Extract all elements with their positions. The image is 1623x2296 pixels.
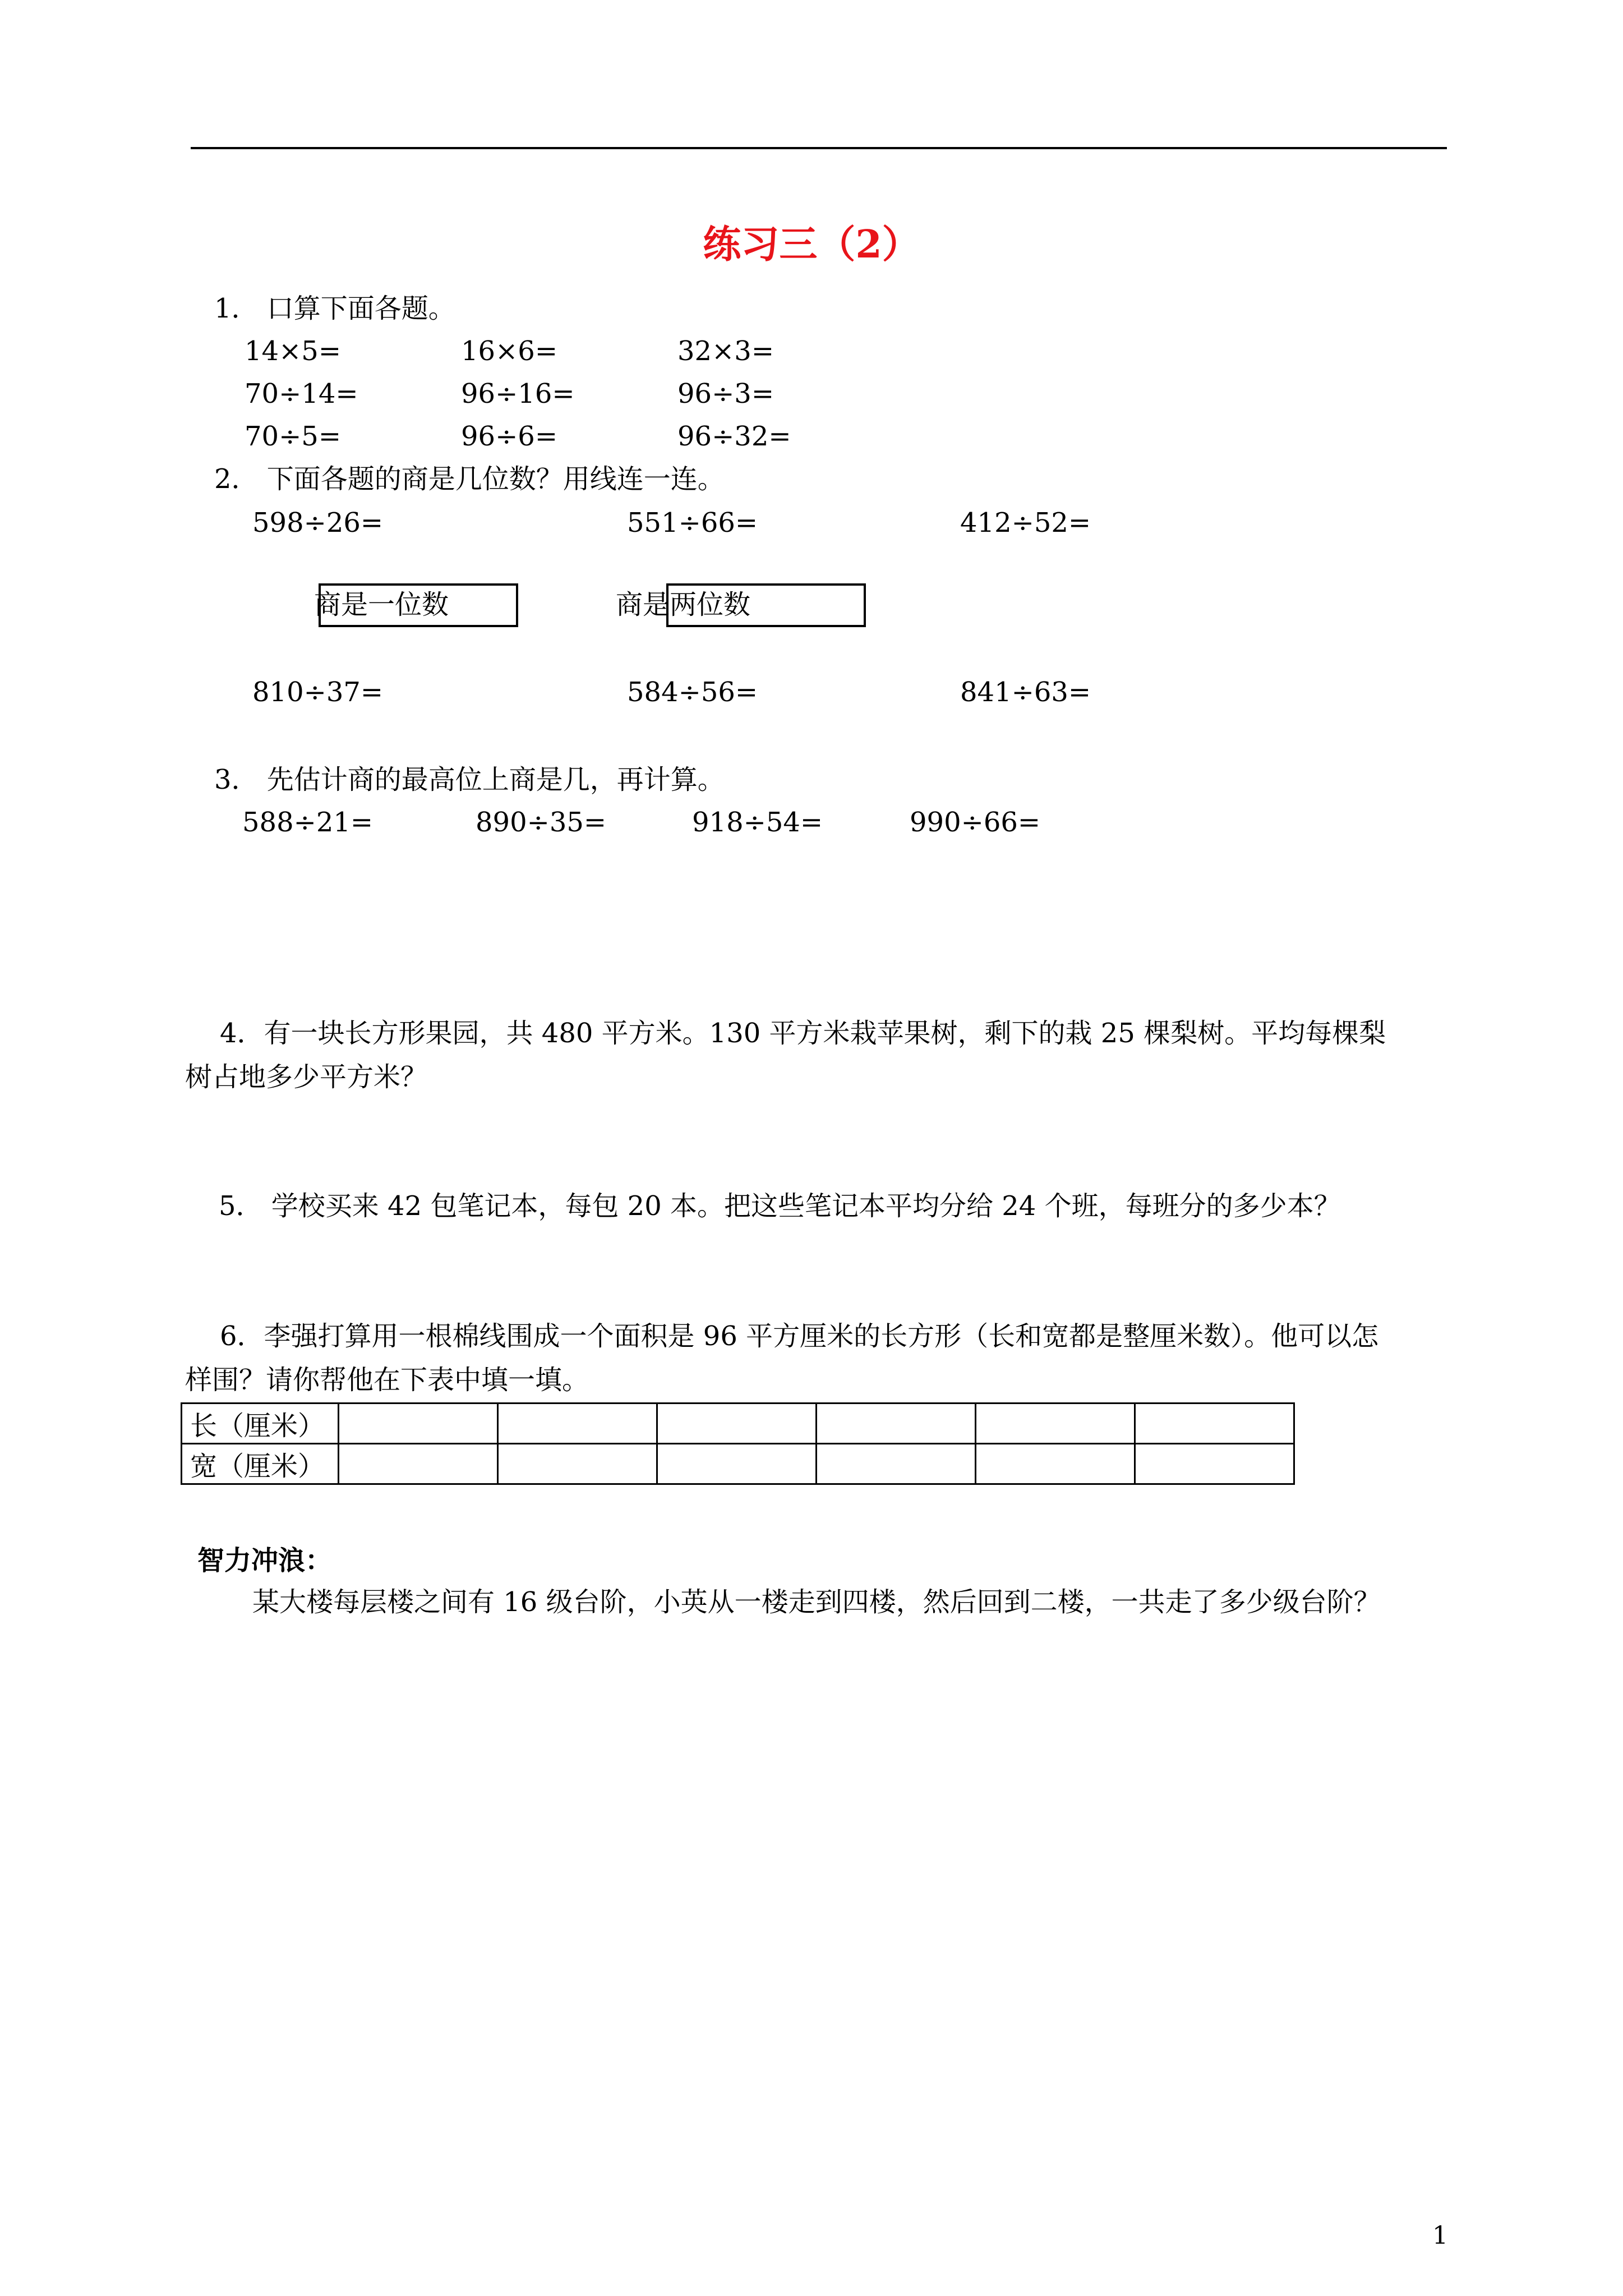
q1-item: 96÷6= bbox=[461, 421, 558, 452]
q1-item: 96÷16= bbox=[461, 378, 575, 409]
q3-item: 918÷54= bbox=[692, 807, 823, 838]
q2-top-item: 412÷52= bbox=[960, 507, 1091, 539]
fill-cell[interactable] bbox=[498, 1404, 657, 1444]
fill-cell[interactable] bbox=[339, 1404, 498, 1444]
fill-cell[interactable] bbox=[1135, 1404, 1294, 1444]
length-width-table bbox=[181, 1402, 1295, 1485]
page-number: 1 bbox=[1432, 2221, 1448, 2250]
q5-text: 5． 学校买来 42 包笔记本，每包 20 本。把这些笔记本平均分给 24 个班，每班分的多少本？ bbox=[219, 1190, 1341, 1222]
fill-cell[interactable] bbox=[339, 1444, 498, 1484]
q4-line1: 4．有一块长方形果园，共 480 平方米。130 平方米栽苹果树，剩下的栽 25 棵梨树。平均每棵梨 bbox=[220, 1018, 1386, 1049]
q2-prompt: 2． 下面各题的商是几位数？用线连一连。 bbox=[214, 463, 725, 495]
table-row bbox=[182, 1444, 1294, 1484]
q2-bottom-item: 841÷63= bbox=[960, 677, 1091, 708]
fill-cell[interactable] bbox=[657, 1444, 817, 1484]
q1-item: 70÷14= bbox=[245, 378, 358, 409]
fill-cell[interactable] bbox=[817, 1444, 976, 1484]
fill-cell[interactable] bbox=[657, 1404, 817, 1444]
q2-bottom-item: 584÷56= bbox=[627, 677, 758, 708]
q4-line2: 树占地多少平方米？ bbox=[185, 1061, 428, 1093]
page-title: 练习三（2） bbox=[703, 222, 920, 267]
q1-item: 70÷5= bbox=[245, 421, 342, 452]
bonus-text: 某大楼每层楼之间有 16 级台阶，小英从一楼走到四楼，然后回到二楼，一共走了多少级台阶？ bbox=[252, 1586, 1381, 1618]
q6-line1: 6．李强打算用一根棉线围成一个面积是 96 平方厘米的长方形（长和宽都是整厘米数）。他可以怎 bbox=[220, 1320, 1379, 1352]
q3-item: 990÷66= bbox=[910, 807, 1041, 838]
row-label-width: 宽（厘米） bbox=[182, 1444, 339, 1484]
q3-prompt: 3． 先估计商的最高位上商是几，再计算。 bbox=[214, 764, 725, 795]
fill-cell[interactable] bbox=[1135, 1444, 1294, 1484]
bonus-heading: 智力冲浪： bbox=[197, 1545, 333, 1576]
q1-item: 14×5= bbox=[245, 335, 342, 367]
header-rule bbox=[191, 147, 1447, 149]
row-label-length: 长（厘米） bbox=[182, 1404, 339, 1444]
fill-cell[interactable] bbox=[976, 1404, 1135, 1444]
q1-item: 96÷3= bbox=[677, 378, 774, 409]
fill-cell[interactable] bbox=[498, 1444, 657, 1484]
q3-item: 588÷21= bbox=[242, 807, 374, 838]
q1-item: 32×3= bbox=[677, 335, 774, 367]
answer-box-two-digit-label: 商是两位数 bbox=[616, 589, 751, 620]
fill-cell[interactable] bbox=[817, 1404, 976, 1444]
answer-box-one-digit-label: 商是一位数 bbox=[314, 589, 449, 620]
q1-item: 96÷32= bbox=[677, 421, 791, 452]
q3-item: 890÷35= bbox=[476, 807, 607, 838]
q2-top-item: 598÷26= bbox=[252, 507, 384, 539]
q2-bottom-item: 810÷37= bbox=[252, 677, 384, 708]
q1-item: 16×6= bbox=[461, 335, 558, 367]
table-row bbox=[182, 1404, 1294, 1444]
q1-prompt: 1． 口算下面各题。 bbox=[214, 293, 455, 324]
fill-cell[interactable] bbox=[976, 1444, 1135, 1484]
q6-line2: 样围？请你帮他在下表中填一填。 bbox=[185, 1364, 589, 1396]
q2-top-item: 551÷66= bbox=[627, 507, 758, 539]
